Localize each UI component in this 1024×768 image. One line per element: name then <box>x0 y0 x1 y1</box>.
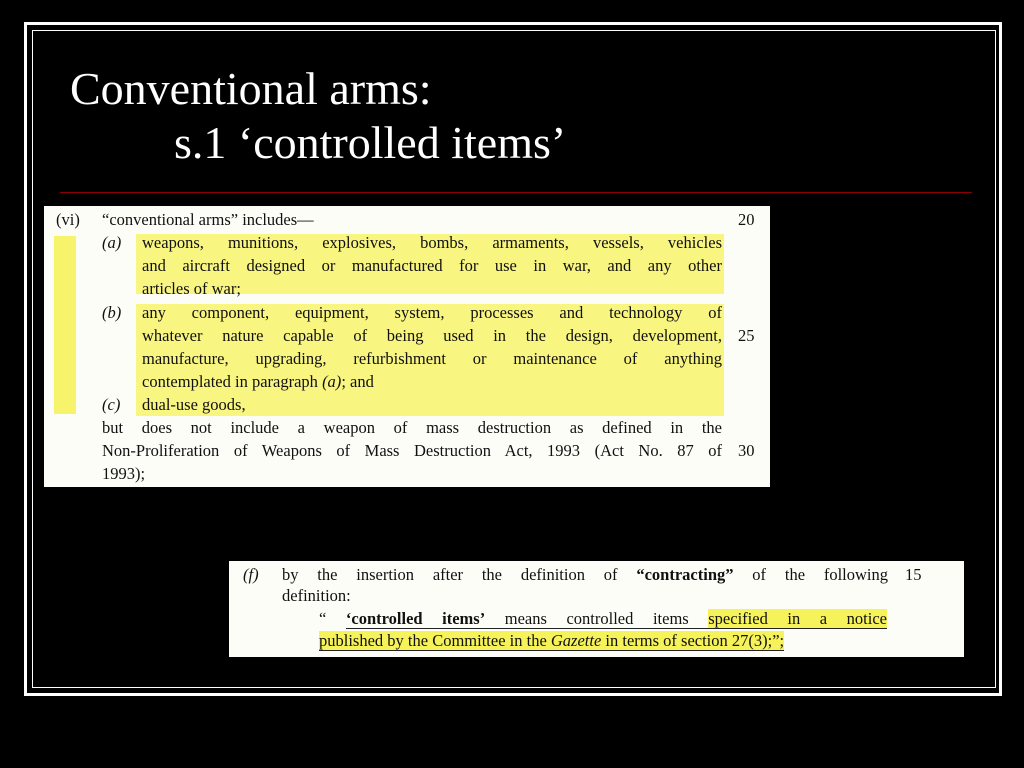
amendment-text: by the insertion after the definition of <box>282 565 637 584</box>
item-vi-text: “conventional arms” includes— <box>102 210 314 229</box>
exclusion-line: but does not include a weapon of mass destruction as defined in the <box>102 418 722 437</box>
line-number: 25 <box>738 326 755 345</box>
item-c-label: (c) <box>102 395 121 414</box>
defined-term-contracting: “contracting” <box>636 565 734 584</box>
paragraph-reference: (a) <box>322 372 342 391</box>
highlighter-mark <box>54 236 76 414</box>
item-f-label: (f) <box>243 565 259 584</box>
act-excerpt-controlled-items <box>229 561 964 657</box>
item-vi-label: (vi) <box>56 210 80 229</box>
definition-text: published by the Committee in the <box>319 631 551 650</box>
gazette-reference: Gazette <box>550 631 602 650</box>
line-number: 15 <box>905 565 922 584</box>
defined-term-controlled-items: ‘controlled items’ <box>345 609 486 628</box>
highlighted-text: specified in a notice <box>708 609 887 628</box>
open-quote: “ <box>319 609 346 628</box>
item-b-line <box>142 372 374 392</box>
title-line-1: Conventional arms: <box>70 63 432 114</box>
title-line-2: s.1 ‘controlled items’ <box>174 117 567 168</box>
definition-line <box>319 631 784 651</box>
definition-text: means controlled items <box>485 609 709 628</box>
act-excerpt-conventional-arms <box>44 206 770 487</box>
definition-text: in terms of section 27(3);”; <box>601 631 785 650</box>
item-b-line4-end: ; and <box>341 372 374 391</box>
item-a-line: and aircraft designed or manufactured for use in war, and any other <box>142 256 722 275</box>
exclusion-line: Non-Proliferation of Weapons of Mass Destruction Act, 1993 (Act No. 87 of <box>102 441 722 460</box>
item-b-label: (b) <box>102 303 122 322</box>
amendment-text: of the following <box>733 565 888 584</box>
item-b-line: manufacture, upgrading, refurbishment or maintenance of anything <box>142 349 722 368</box>
line-number: 30 <box>738 441 755 460</box>
slide-title <box>70 62 566 170</box>
definition-line <box>319 609 887 629</box>
item-a-line: weapons, munitions, explosives, bombs, armaments, vessels, vehicles <box>142 233 722 252</box>
item-b-line4-text: contemplated in paragraph <box>142 372 323 391</box>
item-a-line: articles of war; <box>142 279 241 298</box>
item-b-line: any component, equipment, system, processes and technology of <box>142 303 722 322</box>
exclusion-line: 1993); <box>102 464 146 483</box>
line-number: 20 <box>738 210 755 229</box>
item-b-line: whatever nature capable of being used in the design, development, <box>142 326 722 345</box>
title-divider <box>60 192 972 193</box>
amendment-line: definition: <box>282 586 351 605</box>
item-c-line: dual-use goods, <box>142 395 246 414</box>
amendment-line <box>282 565 888 585</box>
item-a-label: (a) <box>102 233 122 252</box>
